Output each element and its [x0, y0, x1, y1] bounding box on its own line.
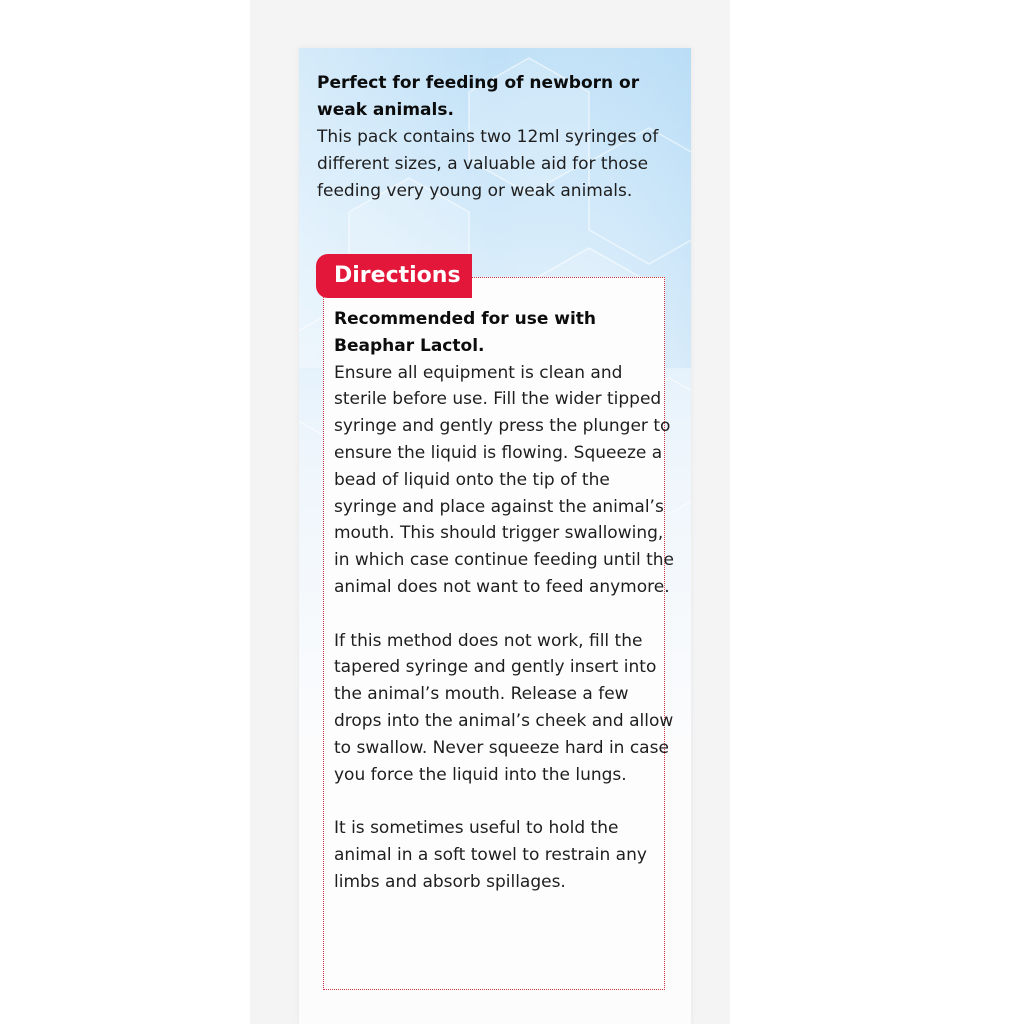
directions-heading: Recommended for use with Beaphar Lactol. — [334, 309, 597, 356]
directions-tab: Directions — [316, 254, 472, 298]
directions-content — [334, 306, 674, 896]
directions-paragraph: Ensure all equipment is clean and sterile before use. Fill the wider tipped syringe and gently press the plunger to ensure the liquid is flowing. Squeeze a bead of liquid onto the tip of the syringe and place against the animal’s mouth. This should trigger swallowing, in which case continue feeding until the animal does not want to feed anymore. — [334, 362, 674, 597]
intro-body: This pack contains two 12ml syringes of different sizes, a valuable aid for those feeding very young or weak animals. — [317, 127, 659, 201]
directions-paragraph: If this method does not work, fill the tapered syringe and gently insert into the animal’s mouth. Release a few drops into the animal’s cheek and allow to swallow. Never squeeze hard in case you force the liquid into the lungs. — [334, 630, 674, 785]
intro-heading: Perfect for feeding of newborn or weak animals. — [317, 73, 640, 120]
intro-section — [317, 70, 685, 205]
directions-paragraph: It is sometimes useful to hold the animal in a soft towel to restrain any limbs and absorb spillages. — [334, 818, 647, 892]
